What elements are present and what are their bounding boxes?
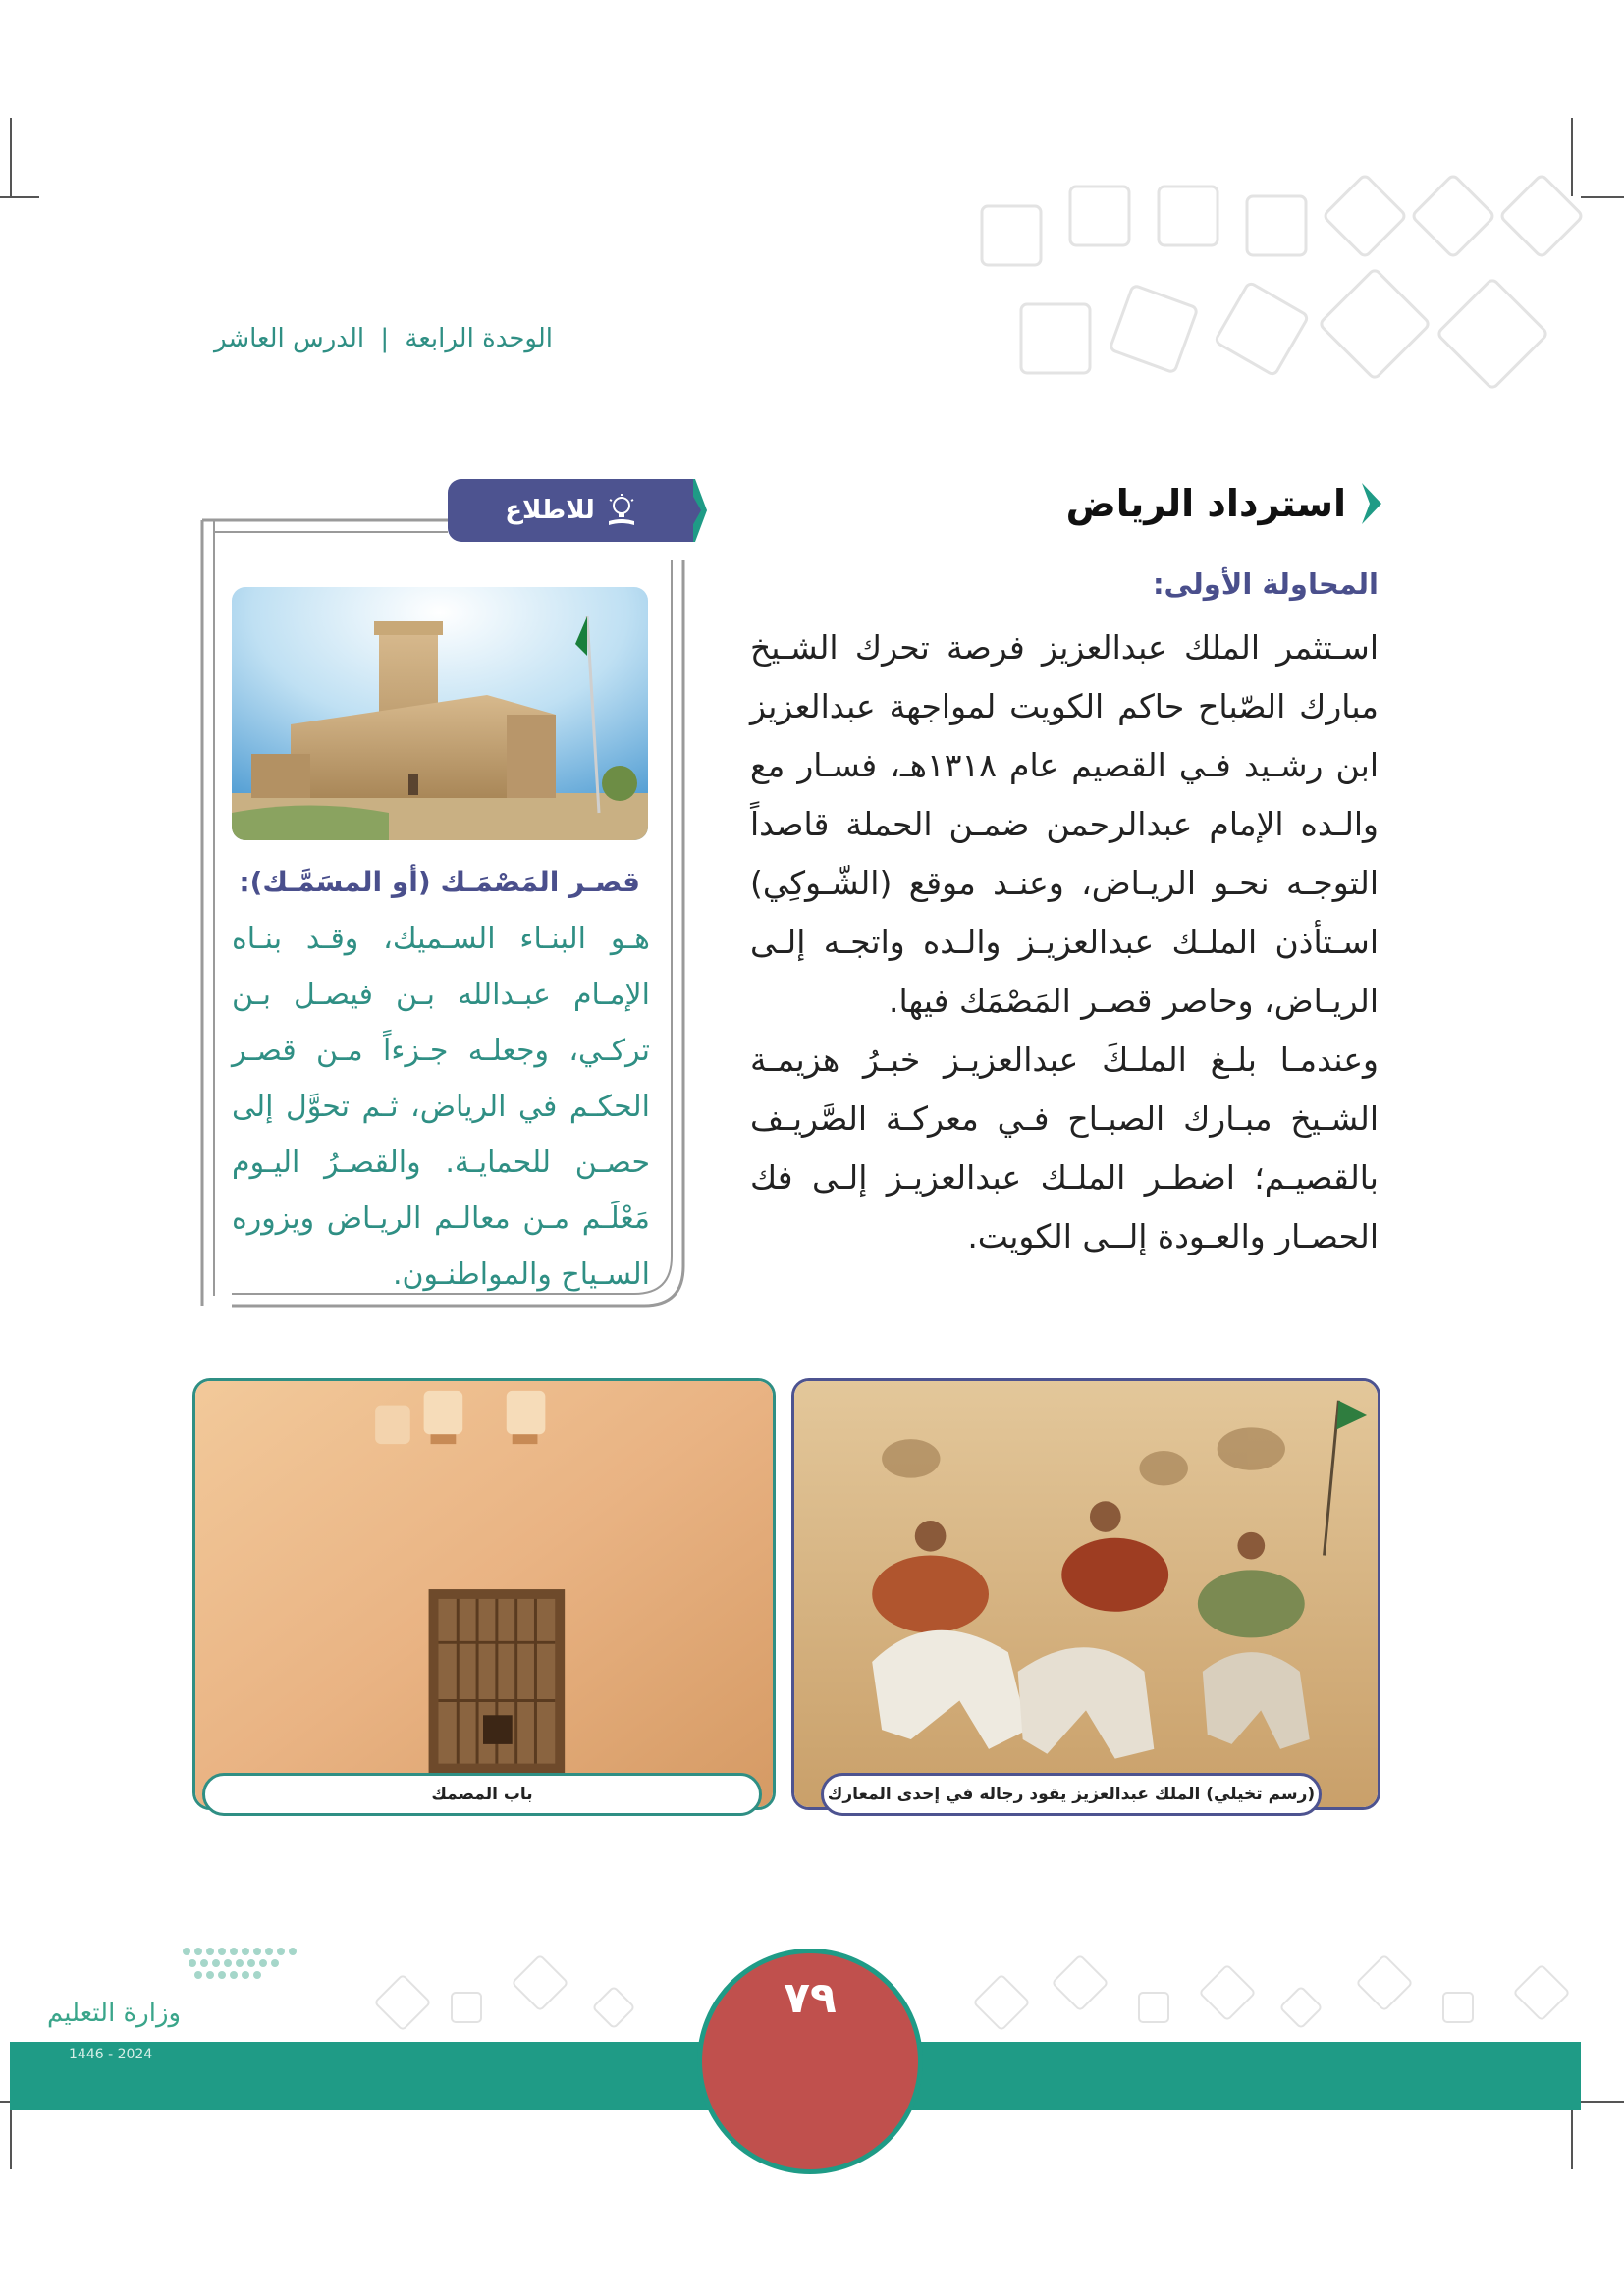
ministry-year: 2024 - 1446: [69, 2047, 153, 2062]
info-tab: [448, 479, 693, 542]
battle-painting-illustration: [794, 1381, 1378, 1807]
crop-mark: [0, 196, 39, 198]
unit-lesson-header: [214, 324, 553, 353]
masmak-door-illustration: [195, 1381, 773, 1807]
photo-caption: (رسم تخيلي) الملك عبدالعزيز يقود رجاله في إحدى المعارك: [821, 1773, 1322, 1816]
ministry-name: وزارة التعليم: [47, 1999, 182, 2028]
unit-label: الوحدة الرابعة: [405, 324, 554, 353]
crop-mark: [1581, 2101, 1624, 2103]
crop-mark: [10, 118, 12, 196]
header-separator: |: [380, 324, 390, 353]
lightbulb-book-icon: [607, 494, 636, 527]
section-subtitle: المحاولة الأولى:: [1152, 567, 1379, 601]
body-paragraph: اسـتثمر الملك عبدالعزيز فرصة تحرك الشـيخ مبارك الصّباح حاكم الكويت لمواجهة عبدالعزيز ابن رشـيد فـي القصيم عام ١٣١٨هـ، فسـار مع والـده الإمام عبدالرحمن ضمـن الحملة قاصداً التوجـه نحـو الريـاض، وعنـد موقع (الشّـوكِي) اسـتأذن الملـك عبدالعزيـز والـده واتجـه إلـى الريـاض، وحاصر قصـر المَصْمَك فيها.: [750, 628, 1379, 1020]
photo-caption: باب المصمك: [202, 1773, 762, 1816]
info-box-text: هـو البنـاء السـميك، وقـد بنـاه الإمـام عبـدالله بـن فيصـل بـن تركـي، وجعلـه جـزءاً مـن قصـر الحكـم في الرياض، ثـم تحوَّل إلى حصـن للحمايـة. والقصـرُ اليـوم مَعْلَـم مـن معالـم الريـاض ويزوره السـياح والمواطنـون.: [232, 922, 650, 1292]
info-tab-label: للاطلاع: [505, 496, 595, 525]
chevron-right-icon: [1356, 481, 1383, 526]
info-box-title: قصـر المَصْمَـك (أو المسَمَّـك):: [239, 866, 640, 898]
masmak-fort-photo: [232, 587, 648, 840]
decorative-squares: [962, 167, 1591, 432]
footer-decorative-squares: [373, 1924, 1600, 2042]
lesson-label: الدرس العاشر: [214, 324, 365, 353]
masmak-door-photo: [192, 1378, 776, 1810]
body-paragraph: وعندمـا بلـغ الملـكَ عبدالعزيـز خبـرُ هزيمـة الشـيخ مبـارك الصبـاح فـي معركـة الصَّريـف بالقصيـم؛ اضطـر الملـك عبدالعزيـز إلـى فك الحصـار والعـودة إلــى الكويت.: [750, 1041, 1379, 1255]
section-body: [750, 618, 1379, 1266]
section-heading: [1066, 481, 1383, 526]
section-title: استرداد الرياض: [1065, 482, 1346, 525]
battle-painting-photo: [791, 1378, 1380, 1810]
page-number: ٧٩: [784, 1973, 837, 2023]
